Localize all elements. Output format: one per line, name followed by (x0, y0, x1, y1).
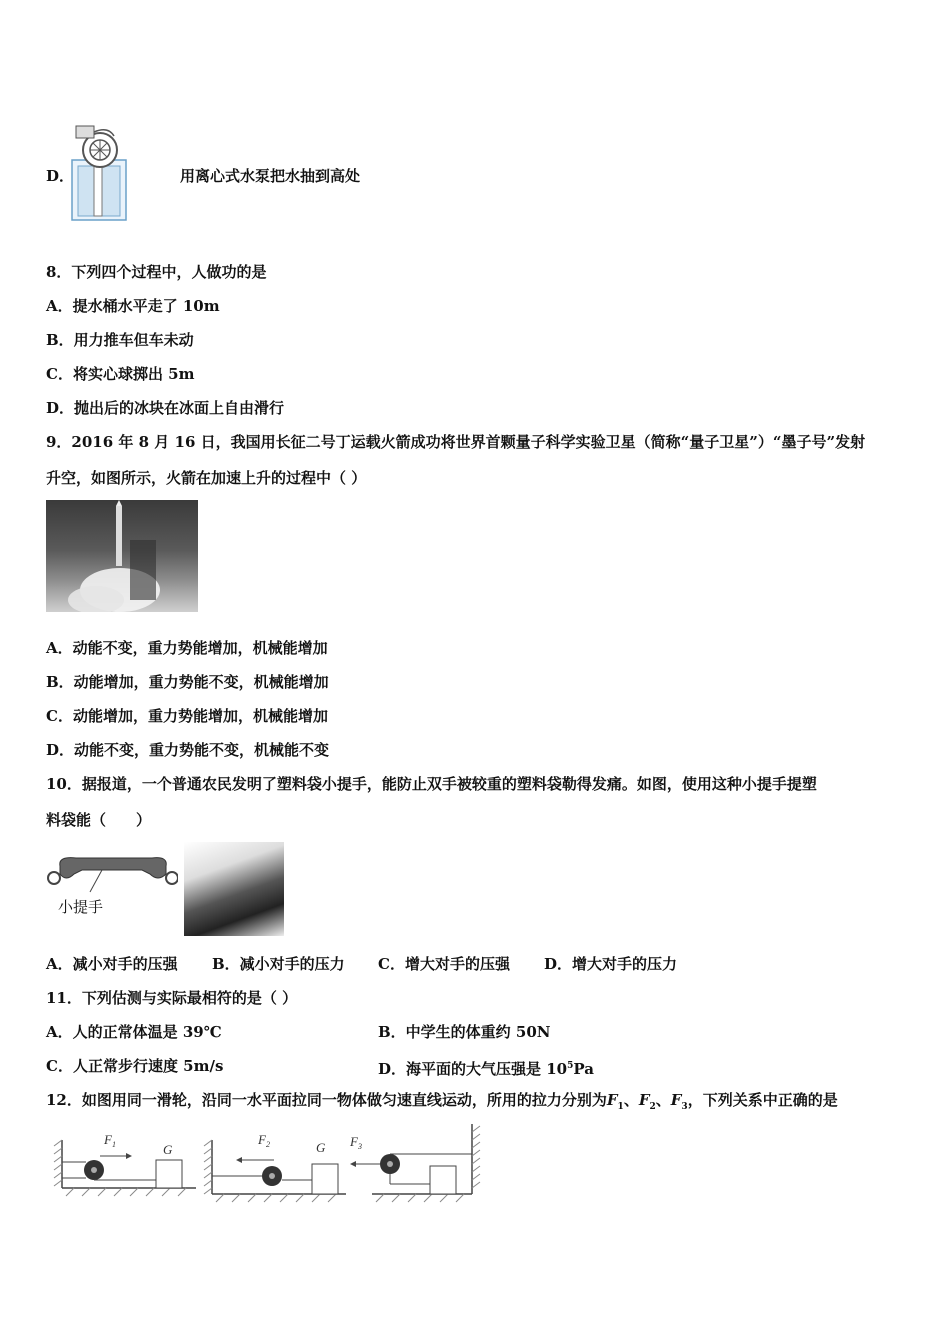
pulley-diagram (46, 1122, 496, 1204)
q8-option-d: D．抛出后的冰块在冰面上自由滑行 (46, 399, 285, 417)
q7-option-d-label: D． (46, 167, 75, 185)
q12-sep1: 、 (623, 1091, 639, 1109)
q7-option-d-text: 用离心式水泵把水抽到高处 (180, 167, 361, 185)
q9-option-c: C．动能增加，重力势能增加，机械能增加 (46, 707, 328, 725)
q10-option-a: A．减小对手的压强 (46, 955, 178, 973)
q8-option-c: C．将实心球掷出 5m (46, 365, 195, 383)
q8-option-b: B．用力推车但车未动 (46, 331, 194, 349)
rocket-launch-photo (46, 500, 198, 612)
pump-figure (68, 122, 130, 222)
q8-stem: 8．下列四个过程中，人做功的是 (46, 263, 267, 281)
f3-label-sub: 3 (358, 1142, 362, 1151)
q9-option-b: B．动能增加，重力势能不变，机械能增加 (46, 673, 329, 691)
q11-option-d (378, 1056, 594, 1079)
q11-option-a: A．人的正常体温是 39℃ (46, 1023, 222, 1041)
q12-sep2: 、 (655, 1091, 671, 1109)
q12-f3: F (670, 1091, 682, 1109)
q11-option-c: C．人正常步行速度 5m/s (46, 1057, 224, 1075)
q11-option-b: B．中学生的体重约 50N (378, 1023, 551, 1041)
hand-holding-bag-photo (184, 842, 284, 936)
q10-option-c: C．增大对手的压强 (378, 955, 510, 973)
q10-option-b: B．减小对手的压力 (212, 955, 345, 973)
q9-option-d: D．动能不变，重力势能不变，机械能不变 (46, 741, 330, 759)
q10-stem-line2: 料袋能（ ） (46, 811, 152, 829)
q9-stem-line2: 升空，如图所示，火箭在加速上升的过程中（ ） (46, 469, 367, 487)
g1-label: G (163, 1142, 173, 1157)
q11-option-d-text: D．海平面的大气压强是 10 (378, 1060, 568, 1078)
q12-f2: F (638, 1091, 650, 1109)
q11-option-d-exponent: 5 (567, 1061, 574, 1071)
f2-label-sub: 2 (266, 1140, 270, 1149)
q8-option-a: A．提水桶水平走了 10m (46, 297, 220, 315)
q9-option-a: A．动能不变，重力势能增加，机械能增加 (46, 639, 328, 657)
f2-label: F (258, 1132, 266, 1147)
pulley-setup-3 (349, 1124, 480, 1202)
q12-f3-sub: 3 (681, 1102, 688, 1112)
q12-stem (46, 1090, 838, 1117)
g2-label: G (316, 1140, 326, 1155)
pulley-setup-1 (54, 1132, 196, 1196)
q11-stem: 11．下列估测与实际最相符的是（ ） (46, 989, 298, 1007)
f1-label-sub: 1 (112, 1140, 116, 1149)
q12-stem-pre: 12．如图用同一滑轮，沿同一水平面拉同一物体做匀速直线运动，所用的拉力分别为 (46, 1091, 607, 1109)
f3-label: F (350, 1134, 358, 1149)
pulley-setup-2 (204, 1132, 346, 1202)
q12-f2-sub: 2 (649, 1102, 656, 1112)
handle-label: 小提手 (58, 898, 104, 916)
q12-f1: F (606, 1091, 618, 1109)
q12-f1-sub: 1 (617, 1102, 624, 1112)
q10-stem-line1: 10．据报道，一个普通农民发明了塑料袋小提手，能防止双手被较重的塑料袋勒得发痛。如图，使用这种小提手提塑 (46, 775, 817, 793)
f1-label: F (104, 1132, 112, 1147)
q9-stem-line1: 9．2016 年 8 月 16 日，我国用长征二号丁运载火箭成功将世界首颗量子科学实验卫星（简称“量子卫星”）“墨子号”发射 (46, 433, 866, 451)
q10-option-d: D．增大对手的压力 (544, 955, 678, 973)
q12-stem-post: ，下列关系中正确的是 (687, 1091, 838, 1109)
q11-option-d-unit: Pa (573, 1060, 594, 1078)
